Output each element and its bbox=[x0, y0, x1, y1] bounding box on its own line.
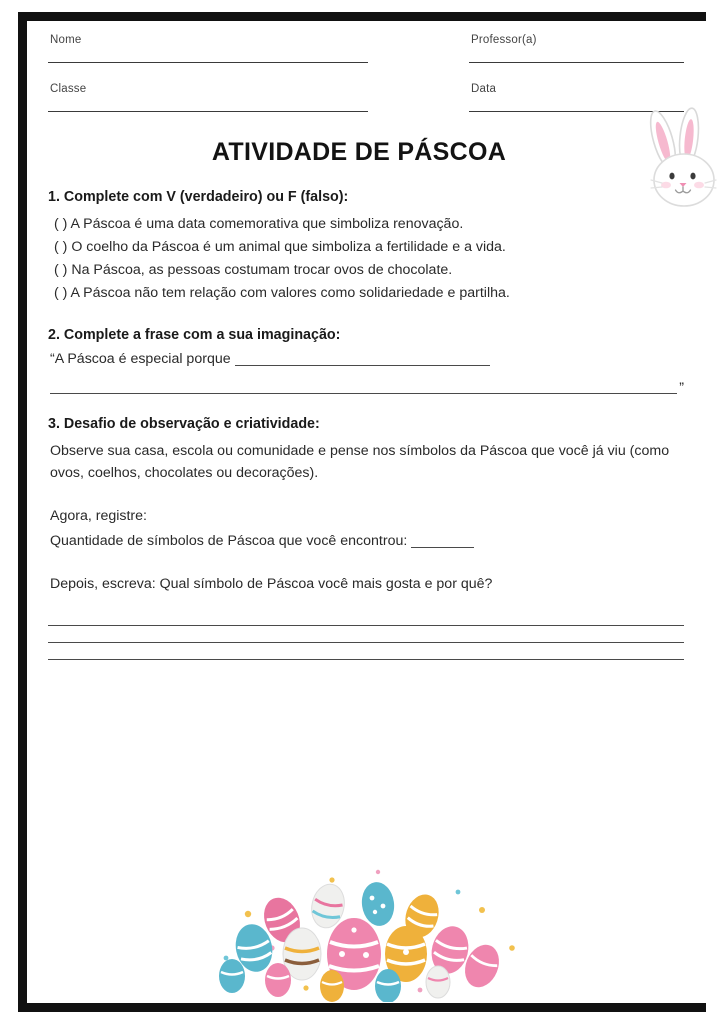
section-3-heading: 3. Desafio de observação e criatividade: bbox=[48, 416, 320, 432]
frame-bar-bottom bbox=[18, 1003, 706, 1012]
field-classe[interactable] bbox=[48, 83, 368, 112]
section-2-heading: 2. Complete a frase com a sua imaginação: bbox=[48, 327, 341, 343]
field-nome-label: Nome bbox=[50, 34, 82, 46]
worksheet-content bbox=[48, 34, 684, 994]
sentence-prompt-row-2 bbox=[48, 381, 684, 394]
true-false-item[interactable]: ( ) Na Páscoa, as pessoas costumam trocar ovos de chocolate. bbox=[54, 262, 453, 278]
true-false-item[interactable]: ( ) A Páscoa é uma data comemorativa que simboliza renovação. bbox=[54, 216, 464, 232]
sentence-blank-1[interactable] bbox=[235, 365, 490, 366]
field-classe-line[interactable] bbox=[48, 100, 368, 112]
count-prompt-row bbox=[48, 530, 684, 552]
answer-line[interactable] bbox=[48, 626, 684, 643]
section-complete-sentence bbox=[48, 327, 684, 394]
answer-lines bbox=[48, 609, 684, 660]
true-false-item[interactable]: ( ) O coelho da Páscoa é um animal que simboliza a fertilidade e a vida. bbox=[54, 239, 506, 255]
register-label: Agora, registre: bbox=[50, 507, 147, 524]
field-professor-line[interactable] bbox=[469, 51, 684, 63]
header-field-row-2 bbox=[48, 83, 684, 112]
challenge-paragraph: Observe sua casa, escola ou comunidade e pense nos símbolos da Páscoa que você já viu (como ovos, coelhos, chocolates ou decorações). bbox=[50, 443, 670, 482]
count-blank[interactable] bbox=[411, 547, 474, 548]
section-observation-challenge bbox=[48, 416, 684, 660]
field-nome-line[interactable] bbox=[48, 51, 368, 63]
sentence-prompt-row bbox=[48, 351, 684, 367]
field-classe-label: Classe bbox=[50, 83, 87, 95]
easter-bunny-icon bbox=[632, 104, 724, 212]
field-nome[interactable] bbox=[48, 34, 368, 63]
answer-line[interactable] bbox=[48, 609, 684, 626]
frame-bar-top bbox=[18, 12, 706, 21]
frame-bar-left bbox=[18, 12, 27, 1012]
true-false-item[interactable]: ( ) A Páscoa não tem relação com valores como solidariedade e partilha. bbox=[54, 285, 510, 301]
sentence-closing-quote: ” bbox=[679, 379, 684, 396]
section-1-heading: 1. Complete com V (verdadeiro) ou F (falso): bbox=[48, 189, 349, 205]
header-fields bbox=[48, 34, 684, 112]
section-true-false bbox=[48, 189, 684, 305]
page-title: ATIVIDADE DE PÁSCOA bbox=[211, 138, 507, 166]
field-professor[interactable] bbox=[469, 34, 684, 63]
sentence-blank-2[interactable] bbox=[50, 381, 677, 394]
count-prompt-text: Quantidade de símbolos de Páscoa que você encontrou: bbox=[50, 533, 408, 550]
easter-eggs-icon bbox=[182, 862, 542, 1002]
field-data-label: Data bbox=[471, 83, 497, 95]
write-prompt: Depois, escreva: Qual símbolo de Páscoa você mais gosta e por quê? bbox=[50, 575, 493, 592]
field-professor-label: Professor(a) bbox=[471, 34, 537, 46]
answer-line[interactable] bbox=[48, 643, 684, 660]
sentence-prompt-text: “A Páscoa é especial porque bbox=[50, 351, 231, 367]
header-field-row-1 bbox=[48, 34, 684, 63]
